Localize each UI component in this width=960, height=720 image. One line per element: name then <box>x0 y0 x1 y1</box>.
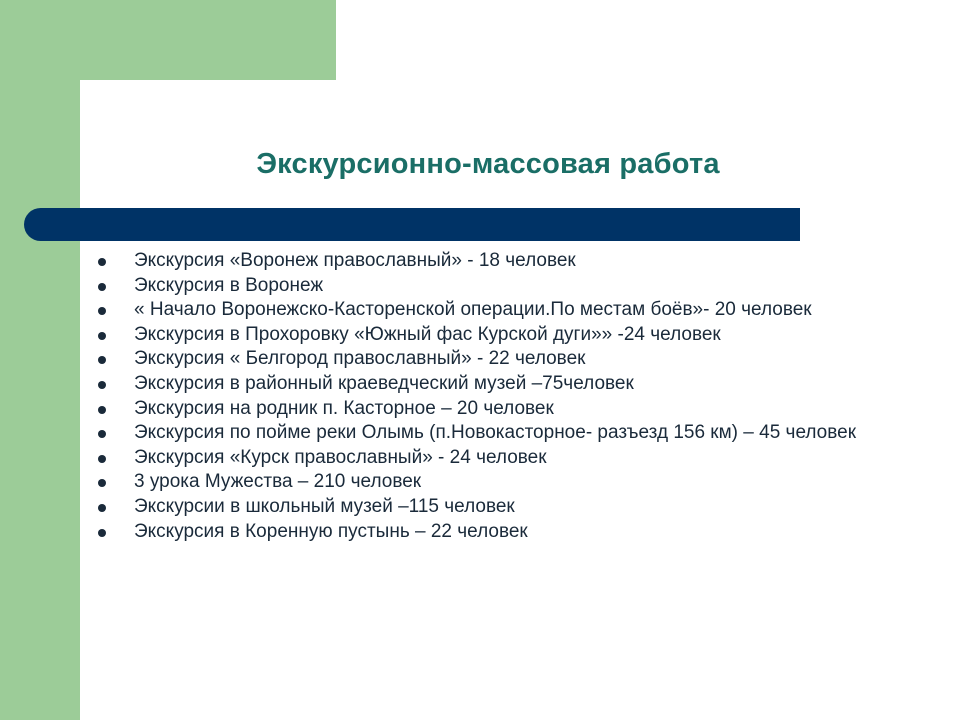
list-item <box>98 521 878 542</box>
bullet-list <box>98 250 878 545</box>
bullet-icon <box>98 283 106 291</box>
bullet-icon <box>98 430 106 438</box>
bullet-icon <box>98 529 106 537</box>
bullet-icon <box>98 356 106 364</box>
bullet-icon <box>98 504 106 512</box>
bullet-icon <box>98 332 106 340</box>
list-item <box>98 348 878 369</box>
list-item <box>98 398 878 419</box>
title-divider-bar <box>24 208 800 241</box>
green-accent-top <box>0 0 336 80</box>
list-item-text: Экскурсия по пойме реки Олымь (п.Новокасторное- разъезд 156 км) – 45 человек <box>134 422 856 444</box>
list-item <box>98 250 878 271</box>
list-item <box>98 324 878 345</box>
slide-title: Экскурсионно-массовая работа <box>256 148 720 180</box>
bullet-icon <box>98 479 106 487</box>
bullet-icon <box>98 307 106 315</box>
list-item-text: Экскурсия «Курск православный» - 24 человек <box>134 446 547 468</box>
list-item <box>98 496 878 517</box>
list-item-text: Экскурсия в районный краеведческий музей –75человек <box>134 372 634 394</box>
bullet-icon <box>98 258 106 266</box>
list-item-text: Экскурсия в Воронеж <box>134 274 324 296</box>
list-item <box>98 471 878 492</box>
list-item-text: Экскурсия на родник п. Касторное – 20 человек <box>134 397 554 419</box>
bullet-icon <box>98 455 106 463</box>
list-item-text: Экскурсия « Белгород православный» - 22 человек <box>134 348 586 370</box>
list-item <box>98 373 878 394</box>
list-item-text: Экскурсия «Воронеж православный» - 18 человек <box>134 250 576 271</box>
list-item-text: Экскурсия в Прохоровку «Южный фас Курской дуги»» -24 человек <box>134 323 721 345</box>
list-item <box>98 275 878 296</box>
list-item-text: Экскурсия в Коренную пустынь – 22 человек <box>134 520 528 542</box>
list-item <box>98 422 878 443</box>
list-item <box>98 447 878 468</box>
list-item-text: « Начало Воронежско-Касторенской операции.По местам боёв»- 20 человек <box>134 299 812 321</box>
bullet-icon <box>98 381 106 389</box>
green-accent-left <box>0 0 80 720</box>
list-item-text: 3 урока Мужества – 210 человек <box>134 471 422 493</box>
list-item <box>98 299 878 320</box>
bullet-icon <box>98 406 106 414</box>
list-item-text: Экскурсии в школьный музей –115 человек <box>134 495 515 517</box>
